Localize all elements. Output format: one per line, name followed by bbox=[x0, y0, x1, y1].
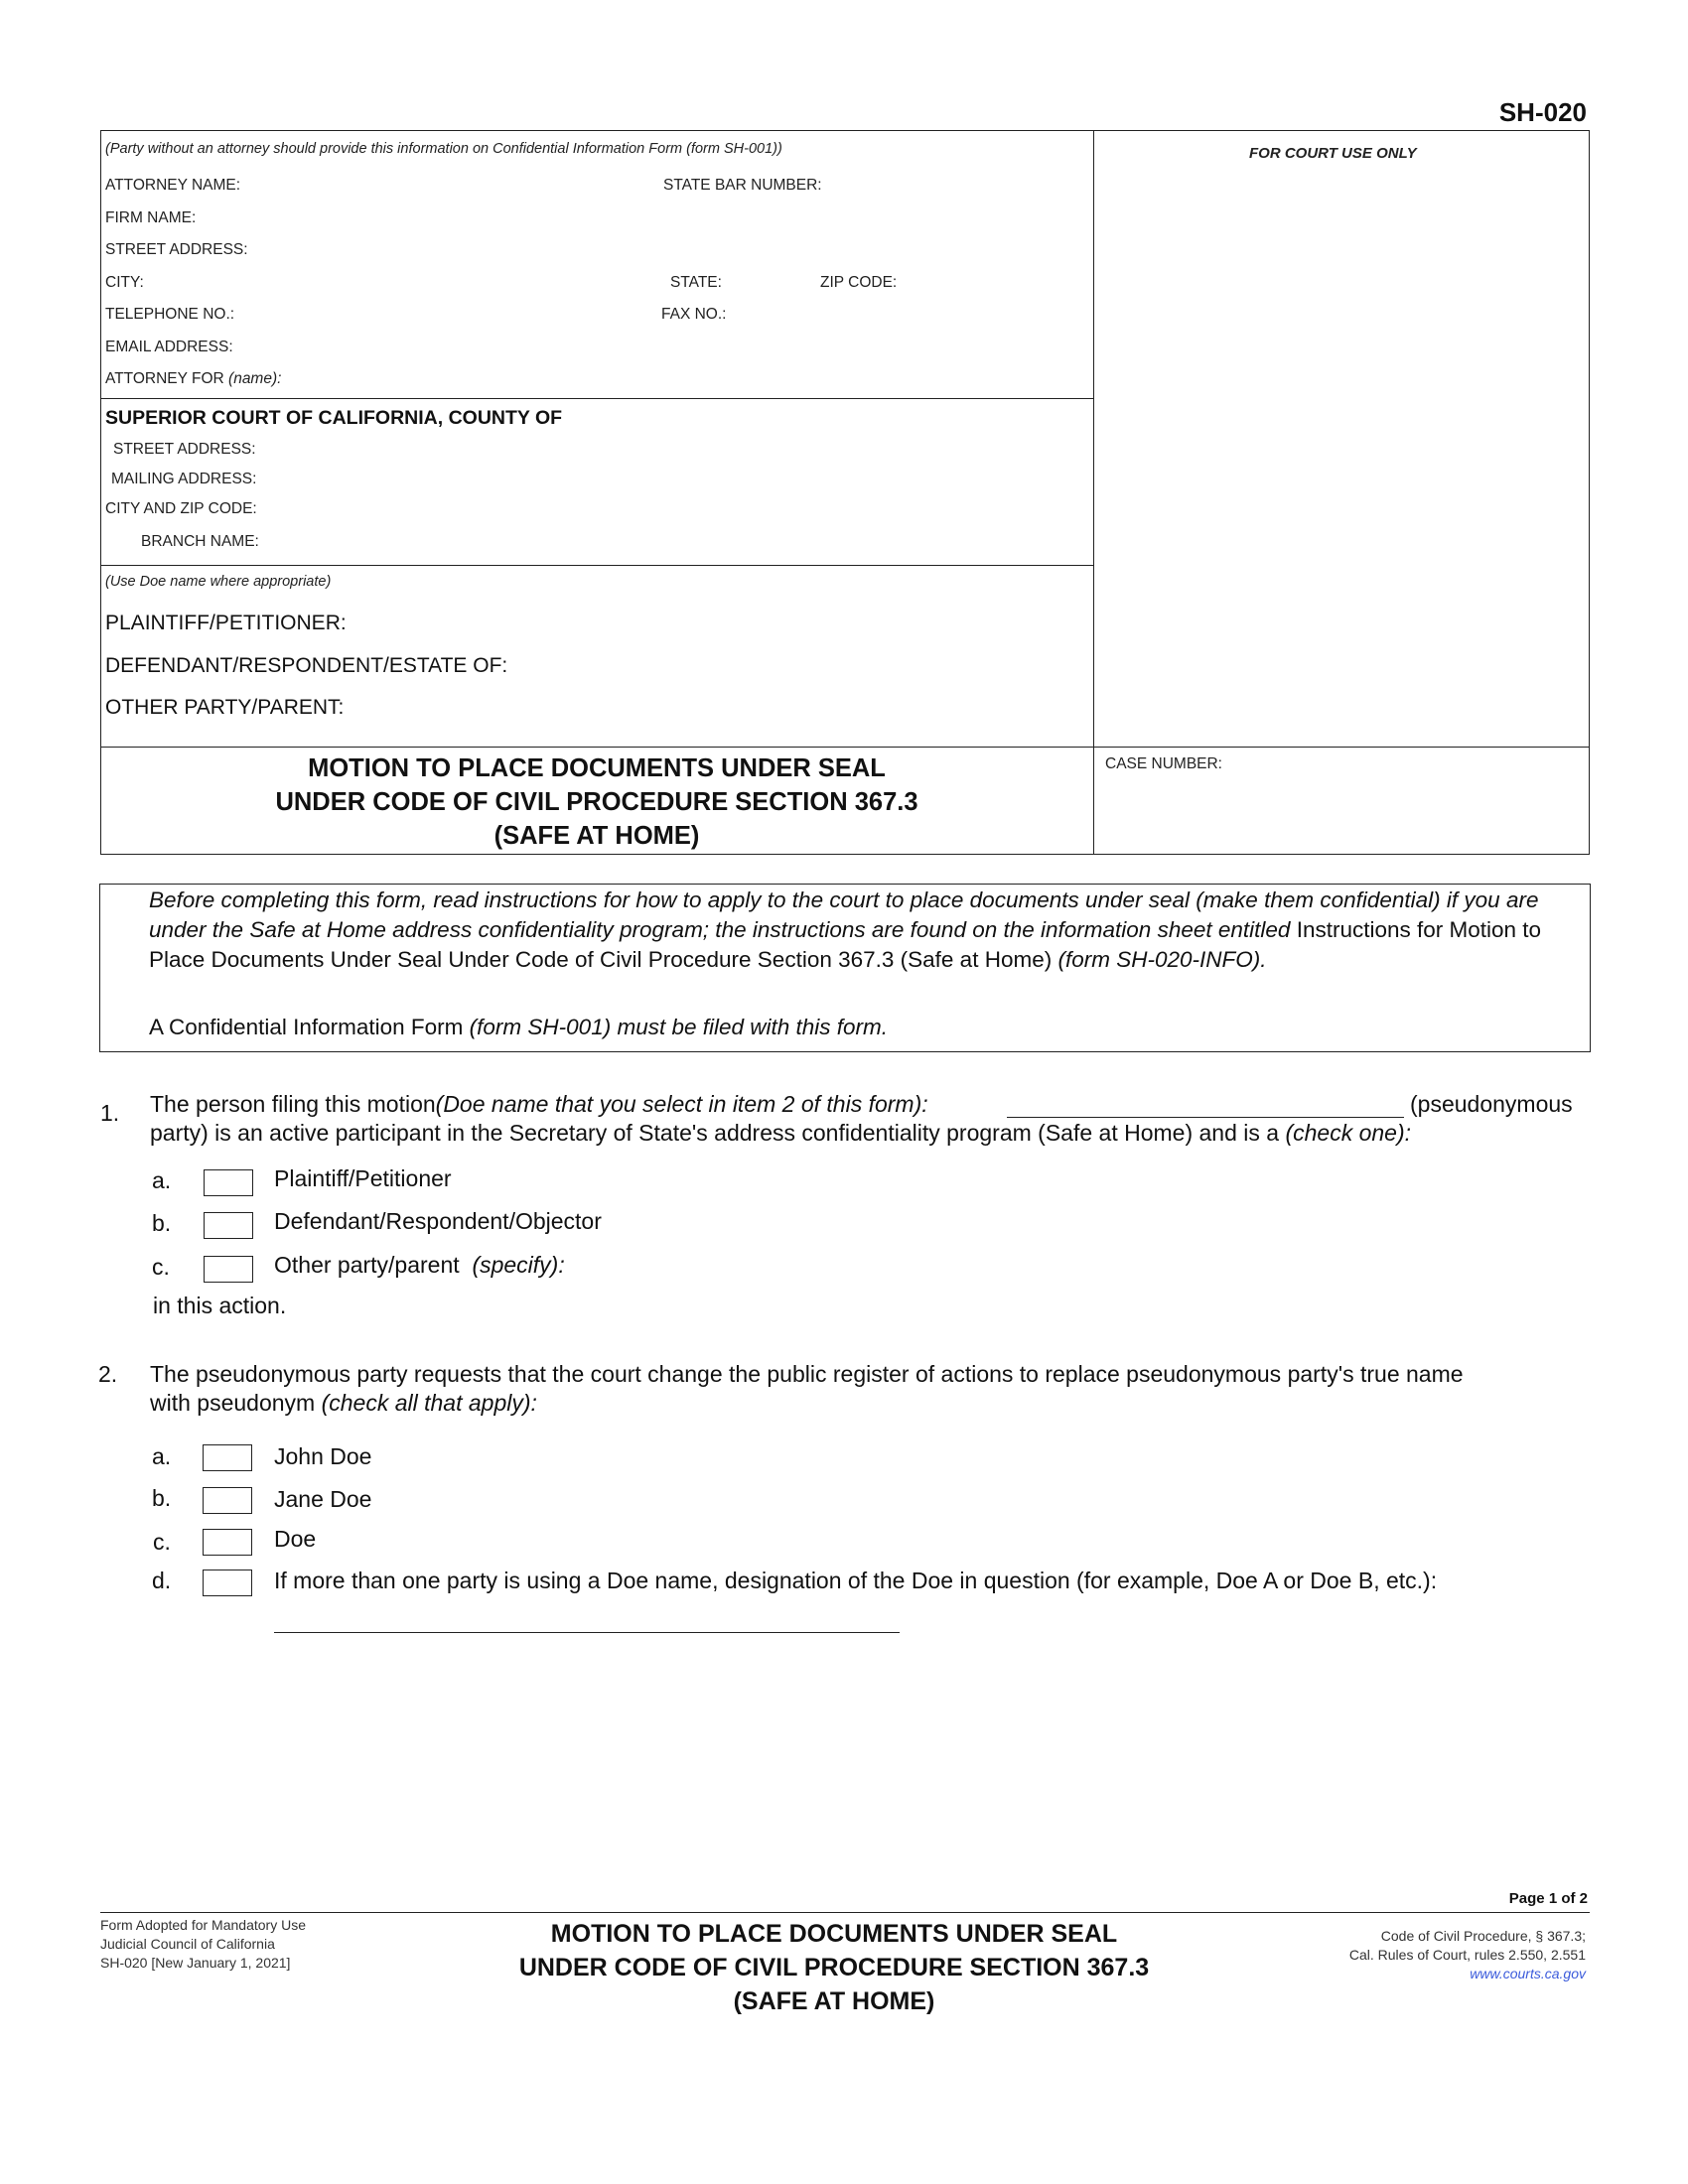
form-id: SH-020 bbox=[1498, 97, 1587, 127]
item2-text-line1: The pseudonymous party requests that the court change the public register of actions to replace pseudonymous party's true name bbox=[150, 1361, 1464, 1387]
street-address-label: STREET ADDRESS: bbox=[105, 241, 248, 258]
email-label: EMAIL ADDRESS: bbox=[105, 339, 233, 355]
item2-option-letter: a. bbox=[152, 1443, 172, 1469]
defendant-checkbox[interactable] bbox=[204, 1212, 253, 1239]
court-city-zip-label: CITY AND ZIP CODE: bbox=[105, 500, 257, 517]
doe-designation-checkbox[interactable] bbox=[203, 1570, 252, 1596]
state-label: STATE: bbox=[670, 274, 722, 291]
item1-option-label: Other party/parent (specify): bbox=[274, 1252, 565, 1278]
court-branch-label: BRANCH NAME: bbox=[141, 533, 259, 550]
item1-text-line2: party) is an active participant in the Secretary of State's address confidentiality program (Safe at Home) and is a (check one): bbox=[150, 1120, 1412, 1146]
item1-pseudonymous: (pseudonymous bbox=[1410, 1091, 1573, 1117]
item1-option-label: Defendant/Respondent/Objector bbox=[274, 1208, 602, 1234]
city-label: CITY: bbox=[105, 274, 144, 291]
other-party-label: OTHER PARTY/PARENT: bbox=[105, 696, 345, 719]
attorney-name-label: ATTORNEY NAME: bbox=[105, 177, 241, 194]
zip-label: ZIP CODE: bbox=[820, 274, 898, 291]
doe-designation-field[interactable] bbox=[274, 1632, 900, 1633]
defendant-label: DEFENDANT/RESPONDENT/ESTATE OF: bbox=[105, 654, 508, 677]
doe-note: (Use Doe name where appropriate) bbox=[105, 574, 332, 590]
item1-tail: in this action. bbox=[153, 1293, 287, 1318]
firm-name-label: FIRM NAME: bbox=[105, 209, 197, 226]
john-doe-checkbox[interactable] bbox=[203, 1444, 252, 1471]
item2-option-label: John Doe bbox=[274, 1443, 372, 1469]
telephone-label: TELEPHONE NO.: bbox=[105, 306, 235, 323]
court-street-label: STREET ADDRESS: bbox=[113, 441, 256, 458]
footer-title: MOTION TO PLACE DOCUMENTS UNDER SEAL UNDER CODE OF CIVIL PROCEDURE SECTION 367.3 (SAFE AT HOME) bbox=[518, 1920, 1150, 2015]
footer-rule bbox=[100, 1912, 1590, 1913]
item2-text-line2: with pseudonym (check all that apply): bbox=[150, 1390, 537, 1416]
court-mailing-label: MAILING ADDRESS: bbox=[111, 471, 257, 487]
notice-text: Before completing this form, read instructions for how to apply to the court to place documents under seal (make them confidential) if you are under the Safe at Home address confidentiality program; the instructions are found on the information sheet entitled Instructions for Motion to Place Documents Under Seal Under Code of Civil Procedure Section 367.3 (Safe at Home) (form SH-020-INFO). bbox=[149, 887, 1542, 972]
item1-text-line1: The person filing this motion(Doe name that you select in item 2 of this form): bbox=[150, 1091, 928, 1117]
fax-label: FAX NO.: bbox=[661, 306, 727, 323]
item2-option-letter: b. bbox=[152, 1485, 172, 1511]
state-bar-label: STATE BAR NUMBER: bbox=[663, 177, 822, 194]
item1-option-letter: b. bbox=[152, 1210, 172, 1236]
item2-number: 2. bbox=[98, 1361, 118, 1387]
attorney-for-label: ATTORNEY FOR (name): bbox=[105, 370, 282, 387]
party-note: (Party without an attorney should provide this information on Confidential Information Form (form SH-001)) bbox=[105, 141, 782, 157]
case-number-label: CASE NUMBER: bbox=[1105, 755, 1222, 772]
item2-option-letter: c. bbox=[153, 1529, 171, 1555]
caption-title: MOTION TO PLACE DOCUMENTS UNDER SEAL UNDER CODE OF CIVIL PROCEDURE SECTION 367.3 (SAFE AT HOME) bbox=[275, 754, 918, 850]
court-use-label: FOR COURT USE ONLY bbox=[1249, 145, 1417, 162]
item1-number: 1. bbox=[100, 1100, 120, 1126]
jane-doe-checkbox[interactable] bbox=[203, 1487, 252, 1514]
item1-option-letter: c. bbox=[152, 1254, 170, 1280]
footer-refs: Code of Civil Procedure, § 367.3; Cal. Rules of Court, rules 2.550, 2.551 www.courts.ca.gov bbox=[1348, 1928, 1586, 1981]
item2-option-label: If more than one party is using a Doe name, designation of the Doe in question (for example, Doe A or Doe B, etc.): bbox=[274, 1568, 1438, 1593]
plaintiff-checkbox[interactable] bbox=[204, 1169, 253, 1196]
item1-option-label: Plaintiff/Petitioner bbox=[274, 1165, 452, 1191]
doe-checkbox[interactable] bbox=[203, 1529, 252, 1556]
item2-option-label: Doe bbox=[274, 1526, 317, 1552]
notice-text-2: A Confidential Information Form (form SH-001) must be filed with this form. bbox=[149, 1015, 889, 1039]
footer-adopted: Form Adopted for Mandatory Use Judicial Council of California SH-020 [New January 1, 2021] bbox=[100, 1917, 306, 1971]
other-party-checkbox[interactable] bbox=[204, 1256, 253, 1283]
courts-link[interactable]: www.courts.ca.gov bbox=[1470, 1966, 1586, 1981]
item2-option-label: Jane Doe bbox=[274, 1486, 372, 1512]
item1-option-letter: a. bbox=[152, 1167, 172, 1193]
item2-option-letter: d. bbox=[152, 1568, 172, 1593]
court-heading: SUPERIOR COURT OF CALIFORNIA, COUNTY OF bbox=[105, 407, 563, 429]
plaintiff-label: PLAINTIFF/PETITIONER: bbox=[105, 612, 347, 634]
page-number: Page 1 of 2 bbox=[1508, 1890, 1588, 1907]
